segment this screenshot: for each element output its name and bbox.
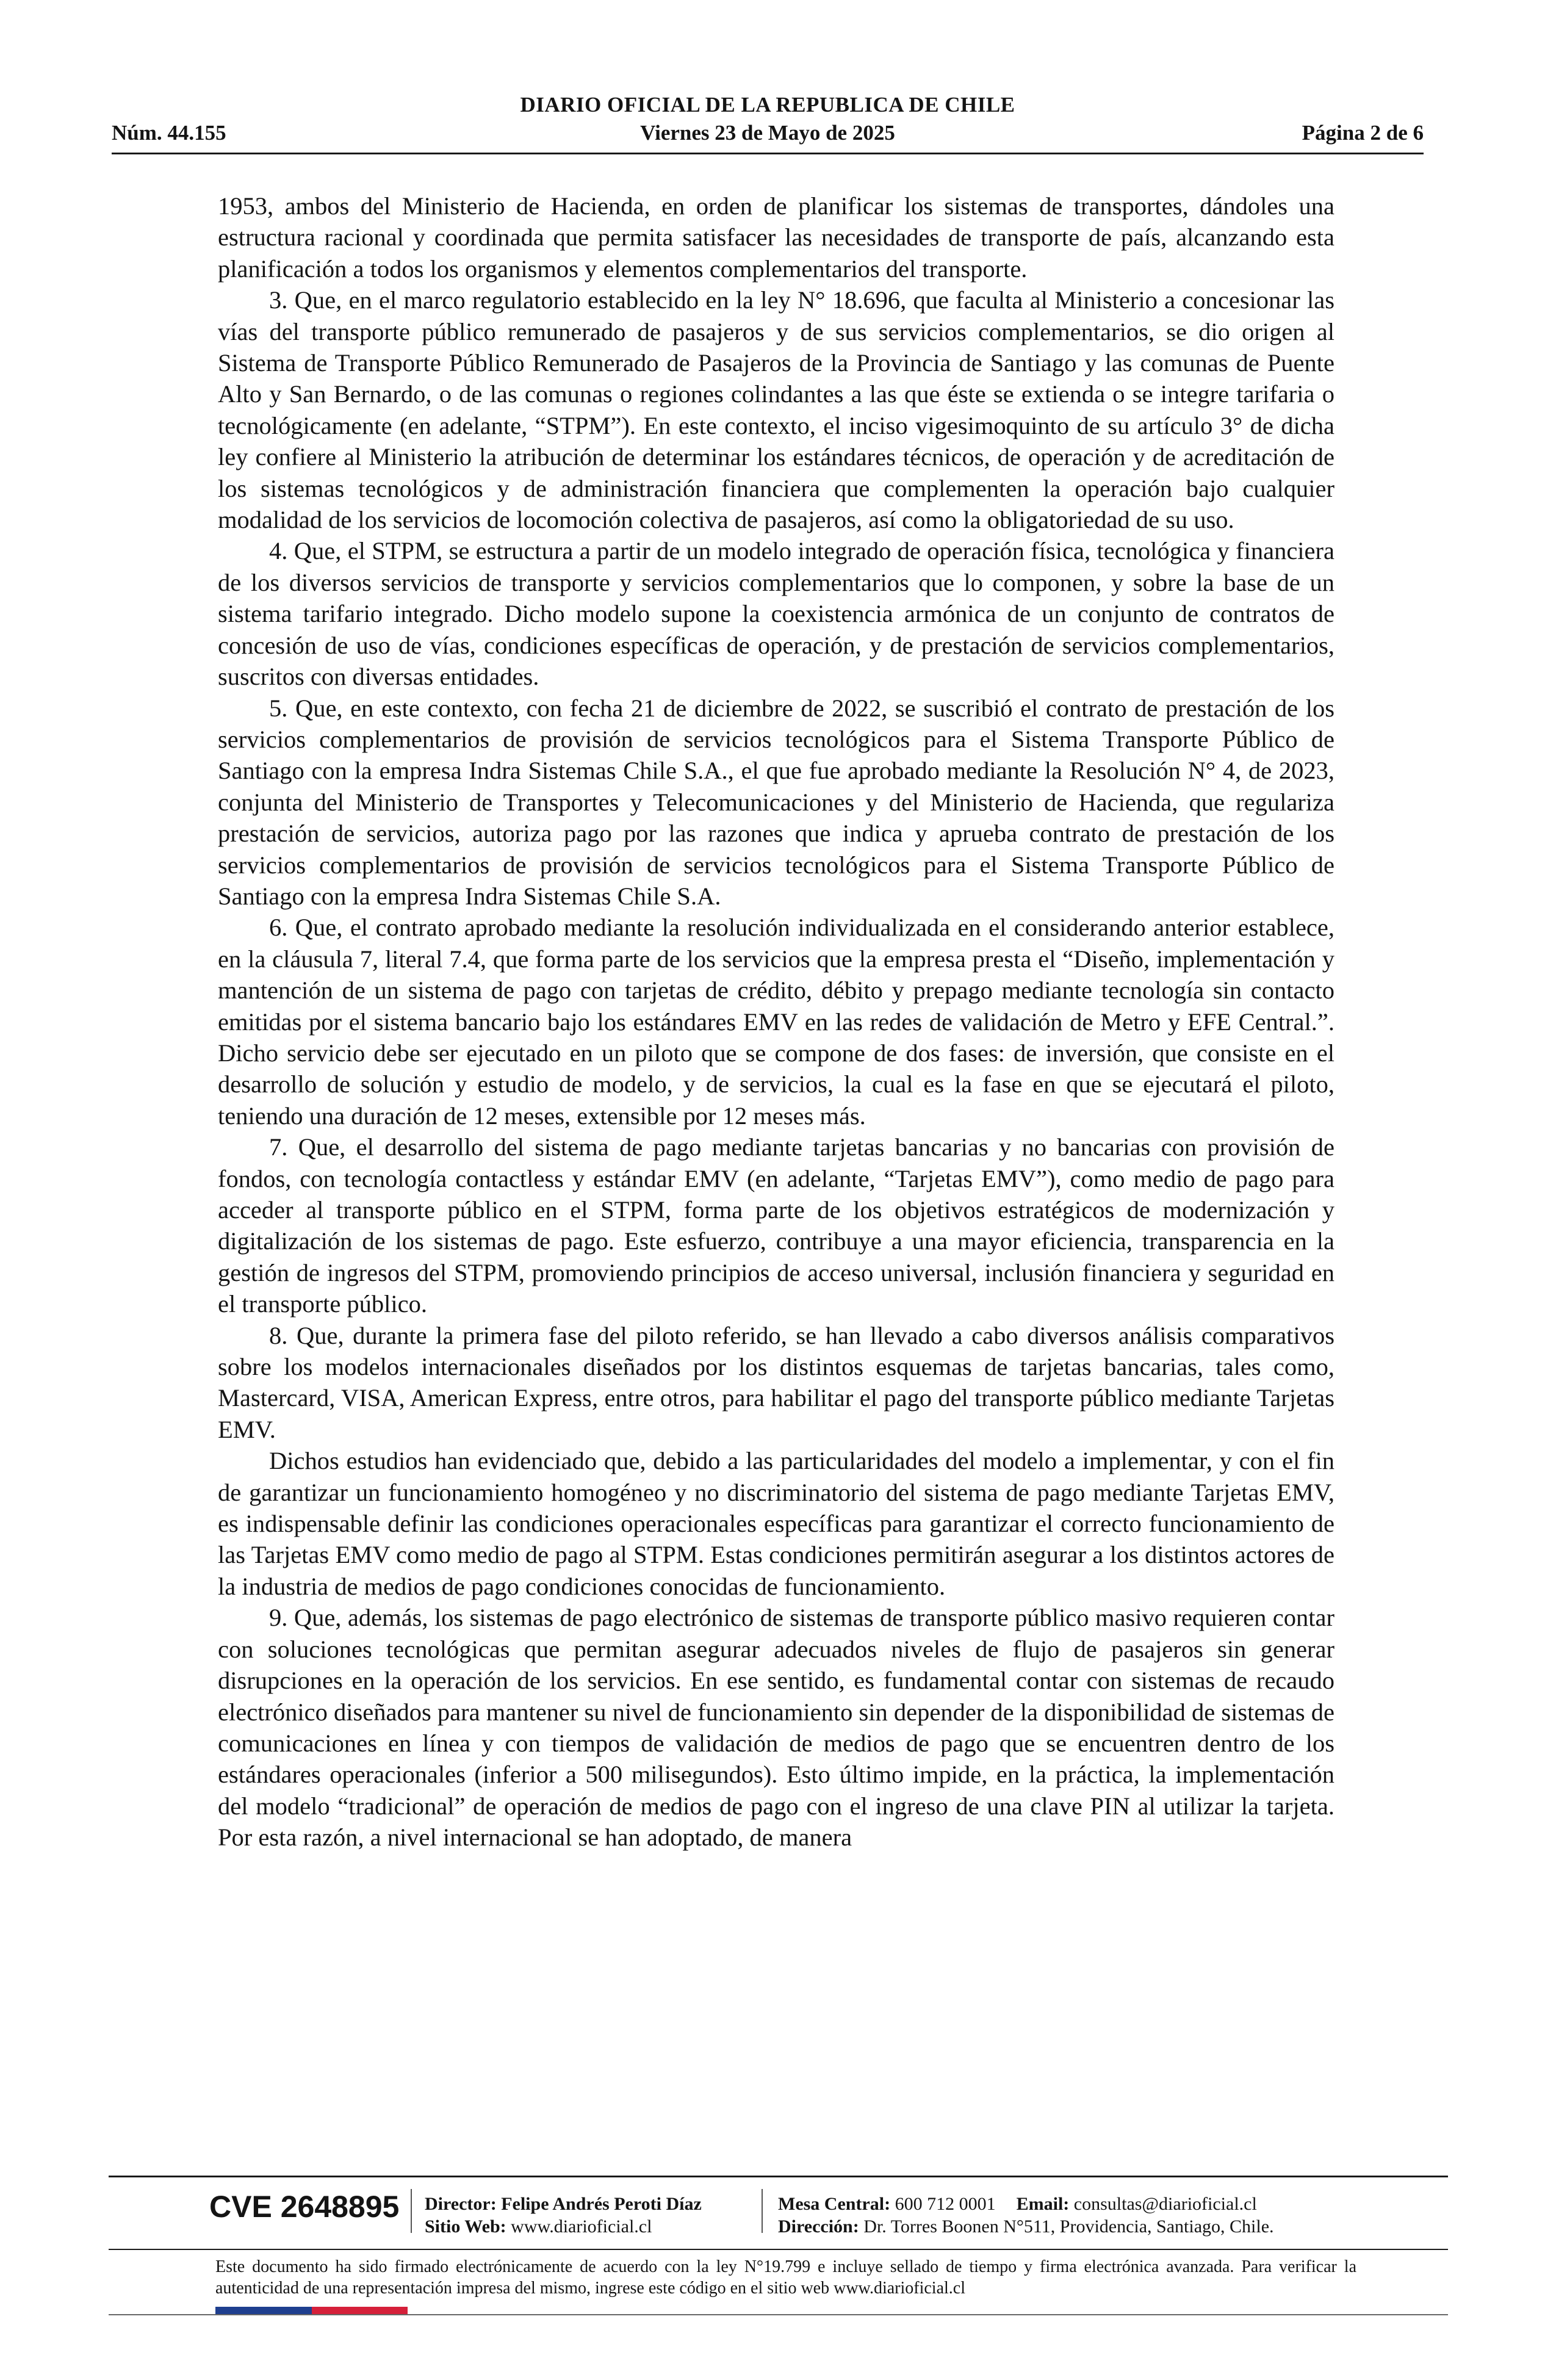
footer-contact-block <box>778 2193 1274 2238</box>
footer-separator <box>411 2189 412 2233</box>
footer-divider-bottom <box>109 2314 1448 2315</box>
paragraph-7: 7. Que, el desarrollo del sistema de pago mediante tarjetas bancarias y no bancarias con provisión de fondos, con tecnología contactless y estándar EMV (en adelante, “Tarjetas EMV”), como medio de pago para acceder al transporte público en el STPM, forma parte de los objetivos estratégicos de modernización y digitalización de los sistemas de pago. Este esfuerzo, contribuye a una mayor eficiencia, transparencia en la gestión de ingresos del STPM, promoviendo principios de acceso universal, inclusión financiera y seguridad en el transporte público. <box>218 1133 1334 1318</box>
footer-director-block <box>425 2193 702 2238</box>
director-name: Felipe Andrés Peroti Díaz <box>501 2194 702 2214</box>
flag-blue-segment <box>215 2307 312 2314</box>
paragraph-continuation: 1953, ambos del Ministerio de Hacienda, en orden de planificar los sistemas de transportes, dándoles una estructura racional y coordinada que permita satisfacer las necesidades de transporte de país, alcanzando esta planificación a todos los organismos y elementos complementarios del transporte. <box>218 192 1334 283</box>
email-link[interactable]: consultas@diarioficial.cl <box>1073 2194 1257 2214</box>
newspaper-title: DIARIO OFICIAL DE LA REPUBLICA DE CHILE <box>520 93 1015 117</box>
issue-number: Núm. 44.155 <box>112 121 226 145</box>
website-label: Sitio Web: <box>425 2216 506 2237</box>
document-body <box>218 190 1334 1853</box>
paragraph-4: 4. Que, el STPM, se estructura a partir de un modelo integrado de operación física, tecnológica y financiera de los diversos servicios de transporte y servicios complementarios que lo componen, y sobre la base de un sistema tarifario integrado. Dicho modelo supone la coexistencia armónica de un conjunto de contratos de concesión de uso de vías, condiciones específicas de operación, y de prestación de servicios complementarios, suscritos con diversas entidades. <box>218 537 1334 691</box>
page-footer <box>109 2176 1448 2334</box>
flag-red-segment <box>312 2307 408 2314</box>
paragraph-5: 5. Que, en este contexto, con fecha 21 de diciembre de 2022, se suscribió el contrato de prestación de los servicios complementarios de provisión de servicios tecnológicos para el Sistema Transporte Público de Santiago con la empresa Indra Sistemas Chile S.A., el que fue aprobado mediante la Resolución N° 4, de 2023, conjunta del Ministerio de Transportes y Telecomunicaciones y del Ministerio de Hacienda, que regulariza prestación de servicios, autoriza pago por las razones que indica y aprueba contrato de prestación de los servicios complementarios de provisión de servicios tecnológicos para el Sistema Transporte Público de Santiago con la empresa Indra Sistemas Chile S.A. <box>218 694 1334 910</box>
page-number: Página 2 de 6 <box>1302 121 1424 145</box>
address-label: Dirección: <box>778 2216 859 2237</box>
header-divider <box>112 153 1424 154</box>
phone-label: Mesa Central: <box>778 2194 891 2214</box>
footer-divider-top <box>109 2176 1448 2177</box>
paragraph-8-studies: Dichos estudios han evidenciado que, debido a las particularidades del modelo a implementar, y con el fin de garantizar un funcionamiento homogéneo y no discriminatorio del sistema de pago mediante Tarjetas EMV, es indispensable definir las condiciones operacionales específicas para garantizar el correcto funcionamiento de las Tarjetas EMV como medio de pago al STPM. Estas condiciones permitirán asegurar a los distintos actores de la industria de medios de pago condiciones conocidas de funcionamiento. <box>218 1447 1334 1600</box>
flag-color-bar <box>215 2307 408 2314</box>
paragraph-3: 3. Que, en el marco regulatorio establecido en la ley N° 18.696, que faculta al Ministerio a concesionar las vías del transporte público remunerado de pasajeros y de sus servicios complementarios, se dio origen al Sistema de Transporte Público Remunerado de Pasajeros de la Provincia de Santiago y las comunas de Puente Alto y San Bernardo, o de las comunas o regiones colindantes a las que éste se extienda o se integre tarifaria o tecnológicamente (en adelante, “STPM”). En este contexto, el inciso vigesimoquinto de su artículo 3° de dicha ley confiere al Ministerio la atribución de determinar los estándares técnicos, de operación y de acreditación de los sistemas tecnológicos y de administración financiera que complementen la operación bajo cualquier modalidad de los servicios de locomoción colectiva de pasajeros, así como la obligatoriedad de su uso. <box>218 286 1334 534</box>
footer-divider-middle <box>109 2249 1448 2250</box>
footer-separator <box>762 2189 763 2233</box>
address-value: Dr. Torres Boonen N°511, Providencia, Santiago, Chile. <box>863 2216 1274 2237</box>
director-label: Director: <box>425 2194 497 2214</box>
email-label: Email: <box>1016 2194 1070 2214</box>
website-link[interactable]: www.diarioficial.cl <box>511 2216 652 2237</box>
page-header <box>112 93 1424 154</box>
cve-code: CVE 2648895 <box>209 2190 400 2224</box>
phone-value: 600 712 0001 <box>895 2194 996 2214</box>
paragraph-8: 8. Que, durante la primera fase del piloto referido, se han llevado a cabo diversos análisis comparativos sobre los modelos internacionales diseñados por los distintos esquemas de tarjetas bancarias, tales como, Mastercard, VISA, American Express, entre otros, para habilitar el pago del transporte público mediante Tarjetas EMV. <box>218 1321 1334 1443</box>
paragraph-6: 6. Que, el contrato aprobado mediante la resolución individualizada en el considerando anterior establece, en la cláusula 7, literal 7.4, que forma parte de los servicios que la empresa presta el “Diseño, implementación y mantención de un sistema de pago con tarjetas de crédito, débito y prepago mediante tecnología sin contacto emitidas por el sistema bancario bajo los estándares EMV en las redes de validación de Metro y EFE Central.”. Dicho servicio debe ser ejecutado en un piloto que se compone de dos fases: de inversión, que consiste en el desarrollo de solución y estudio de modelo, y de servicios, la cual es la fase en que se ejecutará el piloto, teniendo una duración de 12 meses, extensible por 12 meses más. <box>218 914 1334 1130</box>
issue-date: Viernes 23 de Mayo de 2025 <box>640 121 895 145</box>
paragraph-9: 9. Que, además, los sistemas de pago electrónico de sistemas de transporte público masivo requieren contar con soluciones tecnológicas que permitan asegurar adecuados niveles de flujo de pasajeros sin generar disrupciones en la operación de los servicios. En ese sentido, es fundamental contar con sistemas de recaudo electrónico diseñados para mantener su nivel de funcionamiento sin depender de la disponibilidad de sistemas de comunicaciones en línea y con tiempos de validación de medios de pago que se encuentren dentro de los estándares operacionales (inferior a 500 milisegundos). Esto último impide, en la práctica, la implementación del modelo “tradicional” de operación de medios de pago con el ingreso de una clave PIN al utilizar la tarjeta. Por esta razón, a nivel internacional se han adoptado, de manera <box>218 1604 1334 1852</box>
electronic-signature-notice: Este documento ha sido firmado electrónicamente de acuerdo con la ley N°19.799 e incluye sellado de tiempo y firma electrónica avanzada. Para verificar la autenticidad de una representación impresa del mismo, ingrese este código en el sitio web www.diarioficial.cl <box>215 2257 1356 2298</box>
